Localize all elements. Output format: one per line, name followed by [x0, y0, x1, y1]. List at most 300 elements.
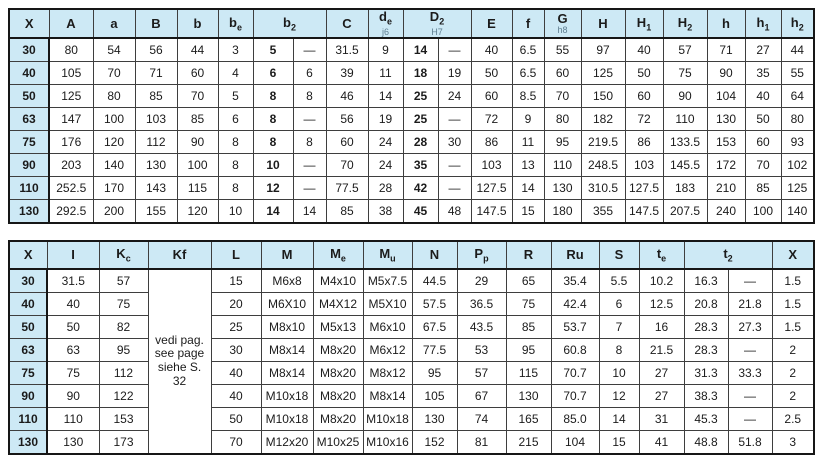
- cell: 85: [177, 107, 218, 130]
- cell: 2: [772, 361, 814, 384]
- cell: 60: [326, 130, 368, 153]
- cell: 6: [293, 61, 326, 84]
- cell: —: [293, 153, 326, 176]
- cell: 153: [99, 407, 148, 430]
- column-header: $b_e$: [218, 9, 253, 38]
- cell: 10: [599, 361, 639, 384]
- cell: —: [728, 338, 772, 361]
- cell: 30: [438, 130, 471, 153]
- cell: 125: [581, 61, 625, 84]
- cell: 147.5: [471, 199, 512, 223]
- cell: 44: [781, 38, 814, 62]
- cell: 173: [99, 430, 148, 454]
- cell: 1.5: [772, 292, 814, 315]
- column-header: L: [211, 241, 261, 269]
- cell: 70: [211, 430, 261, 454]
- cell: 74: [457, 407, 506, 430]
- cell: 12: [599, 384, 639, 407]
- cell: 147.5: [625, 199, 663, 223]
- cell: M8x20: [313, 361, 363, 384]
- column-header: R: [506, 241, 551, 269]
- cell: 90: [47, 384, 99, 407]
- table-row: [9, 107, 814, 130]
- cell: 27.3: [728, 315, 772, 338]
- cell: 65: [506, 269, 551, 293]
- column-header: H: [581, 9, 625, 38]
- table-row: [9, 407, 814, 430]
- cell: 120: [177, 199, 218, 223]
- cell: M10x18: [261, 407, 313, 430]
- cell: 56: [135, 38, 177, 62]
- cell: 145.5: [663, 153, 707, 176]
- cell: 25: [403, 84, 438, 107]
- cell: 25: [403, 107, 438, 130]
- column-header: I: [47, 241, 99, 269]
- cell: M8x14: [261, 361, 313, 384]
- cell: 57.5: [412, 292, 457, 315]
- cell: 100: [745, 199, 781, 223]
- cell: 50: [211, 407, 261, 430]
- cell: 20: [211, 292, 261, 315]
- cell: 110: [663, 107, 707, 130]
- cell: M12x20: [261, 430, 313, 454]
- cell: 95: [544, 130, 581, 153]
- column-header: $h_1$: [745, 9, 781, 38]
- cell: 70.7: [551, 384, 599, 407]
- cell: 31.3: [684, 361, 728, 384]
- cell: 44: [177, 38, 218, 62]
- cell: 18: [403, 61, 438, 84]
- cell: 13: [512, 153, 544, 176]
- cell: M8x20: [313, 384, 363, 407]
- cell: 310.5: [581, 176, 625, 199]
- cell: 130: [135, 153, 177, 176]
- tolerance-note: h8: [557, 24, 568, 35]
- cell: M10x18: [363, 407, 412, 430]
- cell: 115: [177, 176, 218, 199]
- cell: 8: [253, 84, 293, 107]
- cell: 80: [49, 38, 93, 62]
- cell: 56: [326, 107, 368, 130]
- cell: 28: [403, 130, 438, 153]
- column-header: $M_e$: [313, 241, 363, 269]
- cell: 8: [253, 130, 293, 153]
- cell: 3: [772, 430, 814, 454]
- cell: 36.5: [457, 292, 506, 315]
- cell: 57: [663, 38, 707, 62]
- row-header: 63: [9, 338, 47, 361]
- cell: —: [438, 153, 471, 176]
- row-header: 30: [9, 269, 47, 293]
- cell: 143: [135, 176, 177, 199]
- cell: 140: [781, 199, 814, 223]
- cell: 24: [438, 84, 471, 107]
- cell: 30: [211, 338, 261, 361]
- table-row: [9, 199, 814, 223]
- column-header: $b_2$: [253, 9, 326, 38]
- column-header: $M_u$: [363, 241, 412, 269]
- cell: 80: [781, 107, 814, 130]
- column-header: N: [412, 241, 457, 269]
- cell: 55: [544, 38, 581, 62]
- cell: 6.5: [512, 61, 544, 84]
- cell: 45: [403, 199, 438, 223]
- column-header: $h_2$: [781, 9, 814, 38]
- cell: 64: [781, 84, 814, 107]
- kf-see-page-note: vedi pag. see page siehe S. 32: [148, 269, 211, 454]
- cell: 112: [135, 130, 177, 153]
- cell: 215: [506, 430, 551, 454]
- row-header: 130: [9, 199, 49, 223]
- cell: 12: [253, 176, 293, 199]
- cell: —: [438, 107, 471, 130]
- cell: 2: [772, 338, 814, 361]
- cell: 248.5: [581, 153, 625, 176]
- cell: 100: [177, 153, 218, 176]
- cell: 104: [551, 430, 599, 454]
- cell: 60: [471, 84, 512, 107]
- cell: 6: [599, 292, 639, 315]
- cell: 90: [177, 130, 218, 153]
- cell: 8: [218, 130, 253, 153]
- cell: 24: [368, 130, 403, 153]
- cell: 5.5: [599, 269, 639, 293]
- column-header: f: [512, 9, 544, 38]
- cell: 5: [253, 38, 293, 62]
- cell: 50: [471, 61, 512, 84]
- cell: 85: [326, 199, 368, 223]
- column-header: G h8: [544, 9, 581, 38]
- cell: 28: [368, 176, 403, 199]
- row-header: 30: [9, 38, 49, 62]
- cell: 203: [49, 153, 93, 176]
- table-row: [9, 130, 814, 153]
- cell: 29: [457, 269, 506, 293]
- cell: 8: [293, 130, 326, 153]
- column-header: $t_e$: [639, 241, 684, 269]
- cell: 48: [438, 199, 471, 223]
- cell: 85.0: [551, 407, 599, 430]
- cell: 8: [253, 107, 293, 130]
- cell: 70: [93, 61, 135, 84]
- cell: 130: [506, 384, 551, 407]
- cell: 95: [506, 338, 551, 361]
- cell: 27: [745, 38, 781, 62]
- cell: 9: [512, 107, 544, 130]
- cell: —: [293, 107, 326, 130]
- header-row: [9, 241, 814, 269]
- cell: 4: [218, 61, 253, 84]
- cell: 35: [403, 153, 438, 176]
- cell: 10: [218, 199, 253, 223]
- column-header: $H_2$: [663, 9, 707, 38]
- cell: 75: [47, 361, 99, 384]
- bottom-dimensions-table: [8, 240, 815, 455]
- cell: 80: [93, 84, 135, 107]
- cell: 7: [599, 315, 639, 338]
- cell: 115: [506, 361, 551, 384]
- cell: M4x10: [313, 269, 363, 293]
- cell: 152: [412, 430, 457, 454]
- cell: 172: [707, 153, 745, 176]
- cell: 60: [745, 130, 781, 153]
- row-header: 110: [9, 176, 49, 199]
- cell: 153: [707, 130, 745, 153]
- cell: —: [728, 407, 772, 430]
- cell: 50: [625, 61, 663, 84]
- cell: 53: [457, 338, 506, 361]
- cell: 70: [326, 153, 368, 176]
- cell: 8: [293, 84, 326, 107]
- cell: 72: [471, 107, 512, 130]
- row-header: 110: [9, 407, 47, 430]
- cell: 3: [218, 38, 253, 62]
- cell: 10: [253, 153, 293, 176]
- table-row: [9, 315, 814, 338]
- cell: 70: [544, 84, 581, 107]
- cell: 39: [326, 61, 368, 84]
- row-header: 130: [9, 430, 47, 454]
- cell: 200: [93, 199, 135, 223]
- cell: 1.5: [772, 269, 814, 293]
- cell: 24: [368, 153, 403, 176]
- cell: 31.5: [47, 269, 99, 293]
- cell: 150: [581, 84, 625, 107]
- cell: 31: [639, 407, 684, 430]
- cell: 40: [625, 38, 663, 62]
- cell: 70.7: [551, 361, 599, 384]
- cell: 55: [781, 61, 814, 84]
- column-header: Ru: [551, 241, 599, 269]
- cell: M5x13: [313, 315, 363, 338]
- cell: 86: [625, 130, 663, 153]
- column-header: M: [261, 241, 313, 269]
- table-row: [9, 153, 814, 176]
- table-row: [9, 176, 814, 199]
- cell: —: [293, 38, 326, 62]
- cell: M8x14: [261, 338, 313, 361]
- cell: 90: [663, 84, 707, 107]
- cell: 95: [99, 338, 148, 361]
- row-header: 63: [9, 107, 49, 130]
- table-row: [9, 338, 814, 361]
- cell: M5X10: [363, 292, 412, 315]
- cell: 93: [781, 130, 814, 153]
- cell: M6x12: [363, 338, 412, 361]
- cell: 183: [663, 176, 707, 199]
- cell: 75: [506, 292, 551, 315]
- cell: 21.8: [728, 292, 772, 315]
- cell: M6x8: [261, 269, 313, 293]
- cell: 35: [745, 61, 781, 84]
- cell: 155: [135, 199, 177, 223]
- cell: 6: [218, 107, 253, 130]
- cell: 6.5: [512, 38, 544, 62]
- cell: M10x18: [261, 384, 313, 407]
- cell: 16: [639, 315, 684, 338]
- column-header: E: [471, 9, 512, 38]
- cell: 40: [745, 84, 781, 107]
- cell: 33.3: [728, 361, 772, 384]
- cell: 21.5: [639, 338, 684, 361]
- cell: 110: [47, 407, 99, 430]
- cell: 85: [745, 176, 781, 199]
- cell: 14: [512, 176, 544, 199]
- row-header: 75: [9, 361, 47, 384]
- cell: M8x20: [313, 338, 363, 361]
- cell: 70: [177, 84, 218, 107]
- cell: 42: [403, 176, 438, 199]
- cell: 38.3: [684, 384, 728, 407]
- cell: 120: [93, 130, 135, 153]
- cell: 9: [368, 38, 403, 62]
- cell: 130: [707, 107, 745, 130]
- row-header: 50: [9, 84, 49, 107]
- cell: 10.2: [639, 269, 684, 293]
- cell: 97: [581, 38, 625, 62]
- cell: 170: [93, 176, 135, 199]
- cell: —: [438, 38, 471, 62]
- cell: 130: [544, 176, 581, 199]
- cell: 82: [99, 315, 148, 338]
- cell: 67: [457, 384, 506, 407]
- cell: 75: [663, 61, 707, 84]
- cell: M6X10: [261, 292, 313, 315]
- cell: 292.5: [49, 199, 93, 223]
- cell: 127.5: [625, 176, 663, 199]
- cell: 75: [99, 292, 148, 315]
- column-header: X: [772, 241, 814, 269]
- cell: 95: [412, 361, 457, 384]
- cell: 125: [781, 176, 814, 199]
- cell: 180: [544, 199, 581, 223]
- cell: 45.3: [684, 407, 728, 430]
- cell: 27: [639, 384, 684, 407]
- cell: —: [438, 176, 471, 199]
- cell: —: [728, 269, 772, 293]
- cell: 103: [625, 153, 663, 176]
- cell: 85: [506, 315, 551, 338]
- cell: M8x12: [363, 361, 412, 384]
- cell: 14: [368, 84, 403, 107]
- cell: 60.8: [551, 338, 599, 361]
- cell: 63: [47, 338, 99, 361]
- column-header: $d_e$ j6: [368, 9, 403, 38]
- cell: 77.5: [412, 338, 457, 361]
- cell: 11: [368, 61, 403, 84]
- cell: 80: [544, 107, 581, 130]
- cell: 77.5: [326, 176, 368, 199]
- cell: 50: [745, 107, 781, 130]
- cell: 81: [457, 430, 506, 454]
- cell: 147: [49, 107, 93, 130]
- cell: 38: [368, 199, 403, 223]
- cell: 14: [403, 38, 438, 62]
- cell: 72: [625, 107, 663, 130]
- column-header: h: [707, 9, 745, 38]
- cell: 60: [177, 61, 218, 84]
- cell: 176: [49, 130, 93, 153]
- row-header: 40: [9, 61, 49, 84]
- cell: 90: [707, 61, 745, 84]
- cell: M6x10: [363, 315, 412, 338]
- cell: 19: [438, 61, 471, 84]
- column-header: $D_2$ H7: [403, 9, 471, 38]
- cell: 25: [211, 315, 261, 338]
- column-header: $P_p$: [457, 241, 506, 269]
- cell: 5: [218, 84, 253, 107]
- cell: 35.4: [551, 269, 599, 293]
- cell: 51.8: [728, 430, 772, 454]
- column-header: $t_2$: [684, 241, 772, 269]
- cell: 8: [218, 153, 253, 176]
- cell: 182: [581, 107, 625, 130]
- table-row: [9, 38, 814, 62]
- cell: 105: [49, 61, 93, 84]
- cell: 210: [707, 176, 745, 199]
- cell: 40: [211, 361, 261, 384]
- cell: 57: [457, 361, 506, 384]
- cell: 14: [599, 407, 639, 430]
- tolerance-note: j6: [381, 26, 389, 37]
- cell: —: [293, 176, 326, 199]
- cell: 2: [772, 384, 814, 407]
- cell: 112: [99, 361, 148, 384]
- column-header: X: [9, 241, 47, 269]
- cell: 43.5: [457, 315, 506, 338]
- cell: 240: [707, 199, 745, 223]
- table-row: [9, 361, 814, 384]
- cell: M8x14: [363, 384, 412, 407]
- cell: 104: [707, 84, 745, 107]
- cell: 16.3: [684, 269, 728, 293]
- column-header: $H_1$: [625, 9, 663, 38]
- table-row: [9, 84, 814, 107]
- column-header: X: [9, 9, 49, 38]
- cell: 8: [218, 176, 253, 199]
- cell: 14: [293, 199, 326, 223]
- cell: 40: [47, 292, 99, 315]
- cell: 127.5: [471, 176, 512, 199]
- cell: —: [728, 384, 772, 407]
- cell: 70: [745, 153, 781, 176]
- column-header: a: [93, 9, 135, 38]
- cell: 86: [471, 130, 512, 153]
- cell: 1.5: [772, 315, 814, 338]
- cell: 15: [211, 269, 261, 293]
- cell: 207.5: [663, 199, 707, 223]
- column-header: S: [599, 241, 639, 269]
- cell: 133.5: [663, 130, 707, 153]
- cell: M8x20: [313, 407, 363, 430]
- cell: M10x16: [363, 430, 412, 454]
- cell: 103: [471, 153, 512, 176]
- cell: 60: [625, 84, 663, 107]
- cell: 19: [368, 107, 403, 130]
- row-header: 75: [9, 130, 49, 153]
- table-row: [9, 292, 814, 315]
- cell: 165: [506, 407, 551, 430]
- column-header: B: [135, 9, 177, 38]
- cell: 46: [326, 84, 368, 107]
- top-dimensions-table: [8, 8, 815, 224]
- cell: 28.3: [684, 338, 728, 361]
- row-header: 90: [9, 153, 49, 176]
- cell: M4X12: [313, 292, 363, 315]
- cell: 110: [544, 153, 581, 176]
- cell: 15: [512, 199, 544, 223]
- table-row: [9, 269, 814, 293]
